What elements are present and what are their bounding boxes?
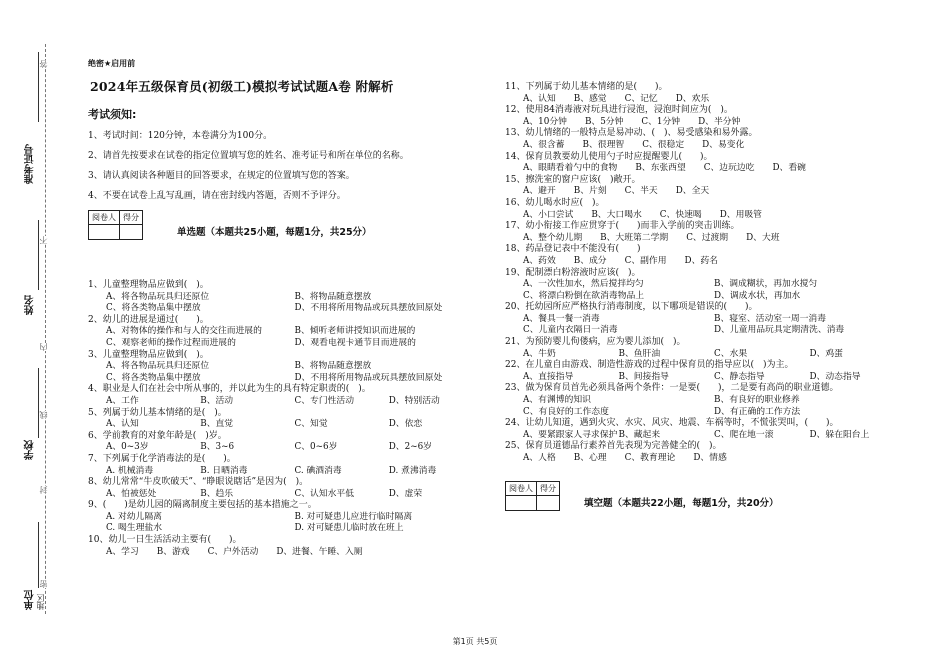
answer-option[interactable]: D、调成水状，再加水 <box>714 290 801 301</box>
answer-option[interactable]: B、藏起来 <box>618 429 661 440</box>
answer-option[interactable]: A、0~3岁 <box>106 442 149 453</box>
option-group <box>505 186 905 198</box>
school-field[interactable] <box>38 368 39 438</box>
question-list-right <box>505 82 905 465</box>
option-group <box>505 372 905 384</box>
right-column <box>505 82 905 511</box>
answer-option[interactable]: B、活动 <box>200 395 234 406</box>
exam-number-label: 准考证号 <box>25 144 36 184</box>
answer-option[interactable]: C、副作用 <box>624 255 667 266</box>
answer-option[interactable]: A、很含蓄 <box>523 139 565 150</box>
score-table <box>505 481 560 511</box>
school-label: 学校 <box>25 440 36 460</box>
name-label: 姓名 <box>25 295 36 315</box>
seal-mark: 答 <box>39 60 48 68</box>
answer-option[interactable]: D、躲在阳台上 <box>809 429 870 440</box>
answer-option[interactable]: C、儿童内衣隔日一消毒 <box>523 325 618 336</box>
answer-option[interactable]: B. 对可疑患儿应进行临时隔离 <box>294 511 413 522</box>
answer-option[interactable]: C、边玩边吃 <box>703 163 755 174</box>
option-group <box>505 210 905 222</box>
answer-option[interactable]: B、片刻 <box>573 186 607 197</box>
answer-option[interactable]: A、将各物品玩具归还原位 <box>106 291 210 302</box>
answer-option[interactable]: C、将各类物品集中摆放 <box>106 303 201 314</box>
answer-option[interactable]: D、依恋 <box>388 419 423 430</box>
question-text: 3、儿童整理物品应做到( )。 <box>88 349 209 360</box>
question-text: 9、( )是幼儿园的隔离制度主要包括的基本措施之一。 <box>88 500 317 511</box>
option-group <box>88 419 483 431</box>
question-text: 24、让幼儿知道，遇到火灾、水灾、风灾、地震、车祸等时，不慌张哭叫，( )。 <box>505 418 839 429</box>
answer-option[interactable]: B、游戏 <box>156 546 190 557</box>
answer-option[interactable]: B、间接指导 <box>618 371 669 382</box>
answer-option[interactable]: D、鸡蛋 <box>809 348 843 359</box>
answer-option[interactable]: D、进餐、午睡、入厕 <box>276 546 363 557</box>
answer-option[interactable]: B、直觉 <box>200 419 234 430</box>
exam-number-field[interactable] <box>38 52 39 122</box>
answer-option[interactable]: B、将物品随意摆放 <box>294 291 372 302</box>
answer-option[interactable]: D、特别活动 <box>388 395 440 406</box>
seal-mark: 线 <box>39 411 48 419</box>
option-group <box>88 326 483 349</box>
option-group <box>505 430 905 442</box>
answer-option[interactable]: C、水果 <box>714 348 748 359</box>
answer-option[interactable]: B、有良好的职业修养 <box>714 395 800 406</box>
answer-option[interactable]: B. 日晒消毒 <box>200 465 248 476</box>
option-group <box>88 547 483 559</box>
seal-mark: 不 <box>39 236 48 244</box>
option-group <box>505 140 905 152</box>
scorer-cell[interactable] <box>506 495 537 510</box>
region-label: 地区 <box>36 594 45 610</box>
page-title: 2024年五级保育员(初级工)模拟考试试题A卷 附解析 <box>90 79 394 94</box>
answer-option[interactable]: A、餐具一餐一消毒 <box>523 313 600 324</box>
section-title: 单选题（本题共25小题，每题1分，共25分） <box>177 227 372 238</box>
answer-option[interactable]: D、看碗 <box>772 163 806 174</box>
answer-option[interactable]: B、鱼肝油 <box>618 348 661 359</box>
answer-option[interactable]: D、虚荣 <box>388 488 423 499</box>
answer-option[interactable]: C、1分钟 <box>641 116 681 127</box>
answer-option[interactable]: C、过渡期 <box>686 232 729 243</box>
answer-option[interactable]: B、将物品随意摆放 <box>294 361 372 372</box>
answer-option[interactable]: B、大班第二学期 <box>600 232 669 243</box>
question-text: 2、幼儿的进展是通过( )。 <box>88 314 209 325</box>
seal-mark: 封 <box>39 486 48 494</box>
answer-option[interactable]: D、药名 <box>684 255 718 266</box>
question-text: 4、职业是人们在社会中所从事的，并以此为生的具有特定职责的( )。 <box>88 384 371 395</box>
question-text: 18、药品登记表中不能没有( ) <box>505 244 641 255</box>
answer-option[interactable]: A、认知 <box>106 419 139 430</box>
question-text: 12、使用84消毒液对玩具进行浸泡，浸泡时间应为( )。 <box>505 105 733 116</box>
answer-option[interactable]: D. 煮沸消毒 <box>388 465 437 476</box>
option-group <box>88 361 483 384</box>
answer-option[interactable]: A、直接指导 <box>523 371 574 382</box>
answer-option[interactable]: D、有正确的工作方法 <box>714 406 801 417</box>
answer-option[interactable]: C、静态指导 <box>714 371 765 382</box>
option-group <box>88 292 483 315</box>
option-group <box>505 256 905 268</box>
answer-option[interactable]: D、不用将所用物品或玩具摆放回原处 <box>294 303 443 314</box>
answer-option[interactable]: C、观察老师的操作过程而进展的 <box>106 337 236 348</box>
answer-option[interactable]: C、教育理论 <box>624 453 676 463</box>
section-title: 填空题（本题共22小题，每题1分，共20分） <box>584 497 779 509</box>
answer-option[interactable]: A、整个幼儿期 <box>523 232 583 243</box>
answer-option[interactable]: D、2~6岁 <box>388 442 432 453</box>
question-text: 19、配制漂白粉溶液时应该( )。 <box>505 267 641 278</box>
answer-option[interactable]: C、很稳定 <box>642 139 685 150</box>
question-text: 7、下列属于化学消毒法的是( )。 <box>88 453 236 464</box>
question-text: 22、在儿童自由游戏、制造性游戏的过程中保育员的指导应以( )为主。 <box>505 360 794 371</box>
seal-line <box>45 44 46 614</box>
seal-mark: 密 <box>39 580 48 588</box>
answer-option[interactable]: A、眼睛看着勺中的食物 <box>523 163 618 174</box>
question-text: 5、列属于幼儿基本情绪的是( )。 <box>88 407 227 418</box>
unit-field[interactable] <box>38 522 39 588</box>
answer-option[interactable]: A. 机械消毒 <box>106 465 154 476</box>
option-group <box>505 349 905 361</box>
score-cell[interactable] <box>537 495 560 510</box>
score-cell[interactable] <box>120 225 143 240</box>
answer-option[interactable]: B、很理智 <box>582 139 625 150</box>
answer-option[interactable]: A、工作 <box>106 395 139 406</box>
question-text: 25、保育员道德品行素养首先表现为完善健全的( )。 <box>505 441 722 452</box>
answer-option[interactable]: A. 对幼儿隔离 <box>106 511 162 522</box>
option-group <box>88 489 483 501</box>
answer-option[interactable]: B、倾听老师讲授知识而进展的 <box>294 326 416 337</box>
option-group <box>88 396 483 408</box>
answer-option[interactable]: A、小口尝试 <box>523 209 574 220</box>
answer-option[interactable]: B、感觉 <box>573 93 607 104</box>
question-text: 20、托幼园所应严格执行消毒制度，以下哪项是错误的( )。 <box>505 302 758 313</box>
answer-option[interactable]: A、怕被惩处 <box>106 488 157 499</box>
question-text: 14、保育员教要幼儿使用勺子时应提醒婴儿( )。 <box>505 151 713 162</box>
score-table <box>88 210 143 240</box>
answer-option[interactable]: A、避开 <box>523 186 556 197</box>
answer-option[interactable]: D、用吸管 <box>719 209 762 220</box>
option-group <box>88 466 483 478</box>
answer-option[interactable]: B、大口喝水 <box>591 209 642 220</box>
answer-option[interactable]: A、将各物品玩具归还原位 <box>106 361 210 372</box>
answer-option[interactable]: A、对物体的操作和与人的交往而进展的 <box>106 326 262 337</box>
question-text: 13、幼儿情绪的一般特点是易冲动、( )、易受感染和易外露。 <box>505 128 758 139</box>
answer-option[interactable]: D、全天 <box>675 186 710 197</box>
answer-option[interactable]: D. 对可疑患儿临时放在班上 <box>294 523 404 534</box>
answer-option[interactable]: C、知觉 <box>294 419 328 430</box>
question-text: 8、幼儿常常“牛皮吹破天”、“睁眼说瞎话”是因为( )。 <box>88 477 309 488</box>
answer-option[interactable]: A、有渊博的知识 <box>523 395 591 406</box>
answer-option[interactable]: C、户外活动 <box>207 546 259 557</box>
answer-option[interactable]: A、牛奶 <box>523 348 556 359</box>
note-item: 3、请认真阅读各种题目的回答要求，在规定的位置填写您的答案。 <box>88 171 355 181</box>
answer-option[interactable]: C、认知水平低 <box>294 488 355 499</box>
answer-option[interactable]: D、情感 <box>693 453 727 463</box>
answer-option[interactable]: B、心理 <box>573 453 607 463</box>
option-group <box>505 314 905 337</box>
seal-mark: 内 <box>39 343 48 351</box>
answer-option[interactable]: C、半天 <box>624 186 658 197</box>
option-group <box>505 453 905 465</box>
question-text: 17、幼小衔接工作应贯穿于( )而非入学前的突击训练。 <box>505 221 740 232</box>
answer-option[interactable]: C. 喝生理盐水 <box>106 523 162 534</box>
left-column <box>88 58 483 558</box>
answer-option[interactable]: A、一次性加水，然后搅拌均匀 <box>523 279 644 290</box>
binding-margin <box>0 0 62 671</box>
answer-option[interactable]: C、专门性活动 <box>294 395 355 406</box>
page-number: 第1页 共5页 <box>452 637 498 646</box>
answer-option[interactable]: B、3~6 <box>200 442 235 453</box>
question-text: 15、擦洗室的窗户应该( )敞开。 <box>505 174 641 185</box>
answer-option[interactable]: D、易变化 <box>702 139 745 150</box>
answer-option[interactable]: D、动态指导 <box>809 371 861 382</box>
notes-heading: 考试须知: <box>88 108 137 121</box>
question-text: 10、幼儿一日生活活动主要有( )。 <box>88 535 242 546</box>
answer-option[interactable]: A、认知 <box>523 93 556 104</box>
option-group <box>505 163 905 175</box>
question-text: 6、学前教育的对象年龄是( )岁。 <box>88 430 227 441</box>
answer-option[interactable]: D、观看电视卡通节目而进展的 <box>294 337 416 348</box>
answer-option[interactable]: B、调成糊状，再加水搅匀 <box>714 279 818 290</box>
answer-option[interactable]: C、0~6岁 <box>294 442 338 453</box>
note-item: 4、不要在试卷上乱写乱画，请在密封线内答题，否则不予评分。 <box>88 191 346 201</box>
secret-mark: 绝密★启用前 <box>88 59 136 68</box>
option-group <box>505 117 905 129</box>
answer-option[interactable]: B、东张西望 <box>635 163 686 174</box>
question-text: 1、儿童整理物品应做到( )。 <box>88 280 209 290</box>
option-group <box>505 395 905 418</box>
scorer-cell[interactable] <box>89 225 120 240</box>
answer-option[interactable]: B、5分钟 <box>584 116 624 127</box>
question-list-left <box>88 280 483 558</box>
scorer-header: 阅卷人 <box>506 481 537 495</box>
answer-option[interactable]: A、学习 <box>106 546 139 557</box>
answer-option[interactable]: C、将各类物品集中摆放 <box>106 372 201 383</box>
option-group <box>505 233 905 245</box>
answer-option[interactable]: D、欢乐 <box>675 93 710 104</box>
answer-option[interactable]: B、趋乐 <box>200 488 234 499</box>
note-item: 2、请首先按要求在试卷的指定位置填写您的姓名、准考证号和所在单位的名称。 <box>88 151 409 161</box>
answer-option[interactable]: C、将漂白粉倒在欲消毒物品上 <box>523 290 645 301</box>
name-field[interactable] <box>38 220 39 290</box>
note-item: 1、考试时间：120分钟，本卷满分为100分。 <box>88 131 273 141</box>
answer-option[interactable]: D、大班 <box>746 232 780 243</box>
score-header: 得分 <box>120 211 143 225</box>
answer-option[interactable]: C、有良好的工作态度 <box>523 406 609 417</box>
answer-option[interactable]: D、不用将所用物品或玩具摆放回原处 <box>294 372 443 383</box>
unit-label: 单位 <box>25 590 36 610</box>
answer-option[interactable]: D、儿童用品玩具定期清洗、消毒 <box>714 325 845 336</box>
option-group <box>505 279 905 302</box>
answer-option[interactable]: D、半分钟 <box>698 116 741 127</box>
option-group <box>505 94 905 106</box>
answer-option[interactable]: B、成分 <box>573 255 607 266</box>
question-text: 21、为预防婴儿佝偻病，应为婴儿添加( )。 <box>505 337 686 348</box>
scorer-header: 阅卷人 <box>89 211 120 225</box>
answer-option[interactable]: C、快速喝 <box>659 209 702 220</box>
question-text: 11、下列属于幼儿基本情绪的是( )。 <box>505 82 668 92</box>
answer-option[interactable]: B、寝室、活动室一周一消毒 <box>714 313 827 324</box>
answer-option[interactable]: A、10分钟 <box>523 116 567 127</box>
score-header: 得分 <box>537 481 560 495</box>
answer-option[interactable]: A、人格 <box>523 453 556 463</box>
answer-option[interactable]: A、药效 <box>523 255 556 266</box>
question-text: 16、幼儿喝水时应( )。 <box>505 197 605 208</box>
section-single-choice <box>88 210 483 240</box>
option-group <box>88 442 483 454</box>
question-text: 23、做为保育员首先必须具备两个条件：一是要( )，二是要有高尚的职业道德。 <box>505 383 839 394</box>
section-fill-blank <box>505 481 905 511</box>
answer-option[interactable]: A、要紧跟家人寻求保护 <box>523 429 618 440</box>
answer-option[interactable]: C、记忆 <box>624 93 658 104</box>
answer-option[interactable]: C、爬在地一滚 <box>714 429 774 440</box>
answer-option[interactable]: C. 碘酒消毒 <box>294 465 342 476</box>
option-group <box>88 512 483 535</box>
